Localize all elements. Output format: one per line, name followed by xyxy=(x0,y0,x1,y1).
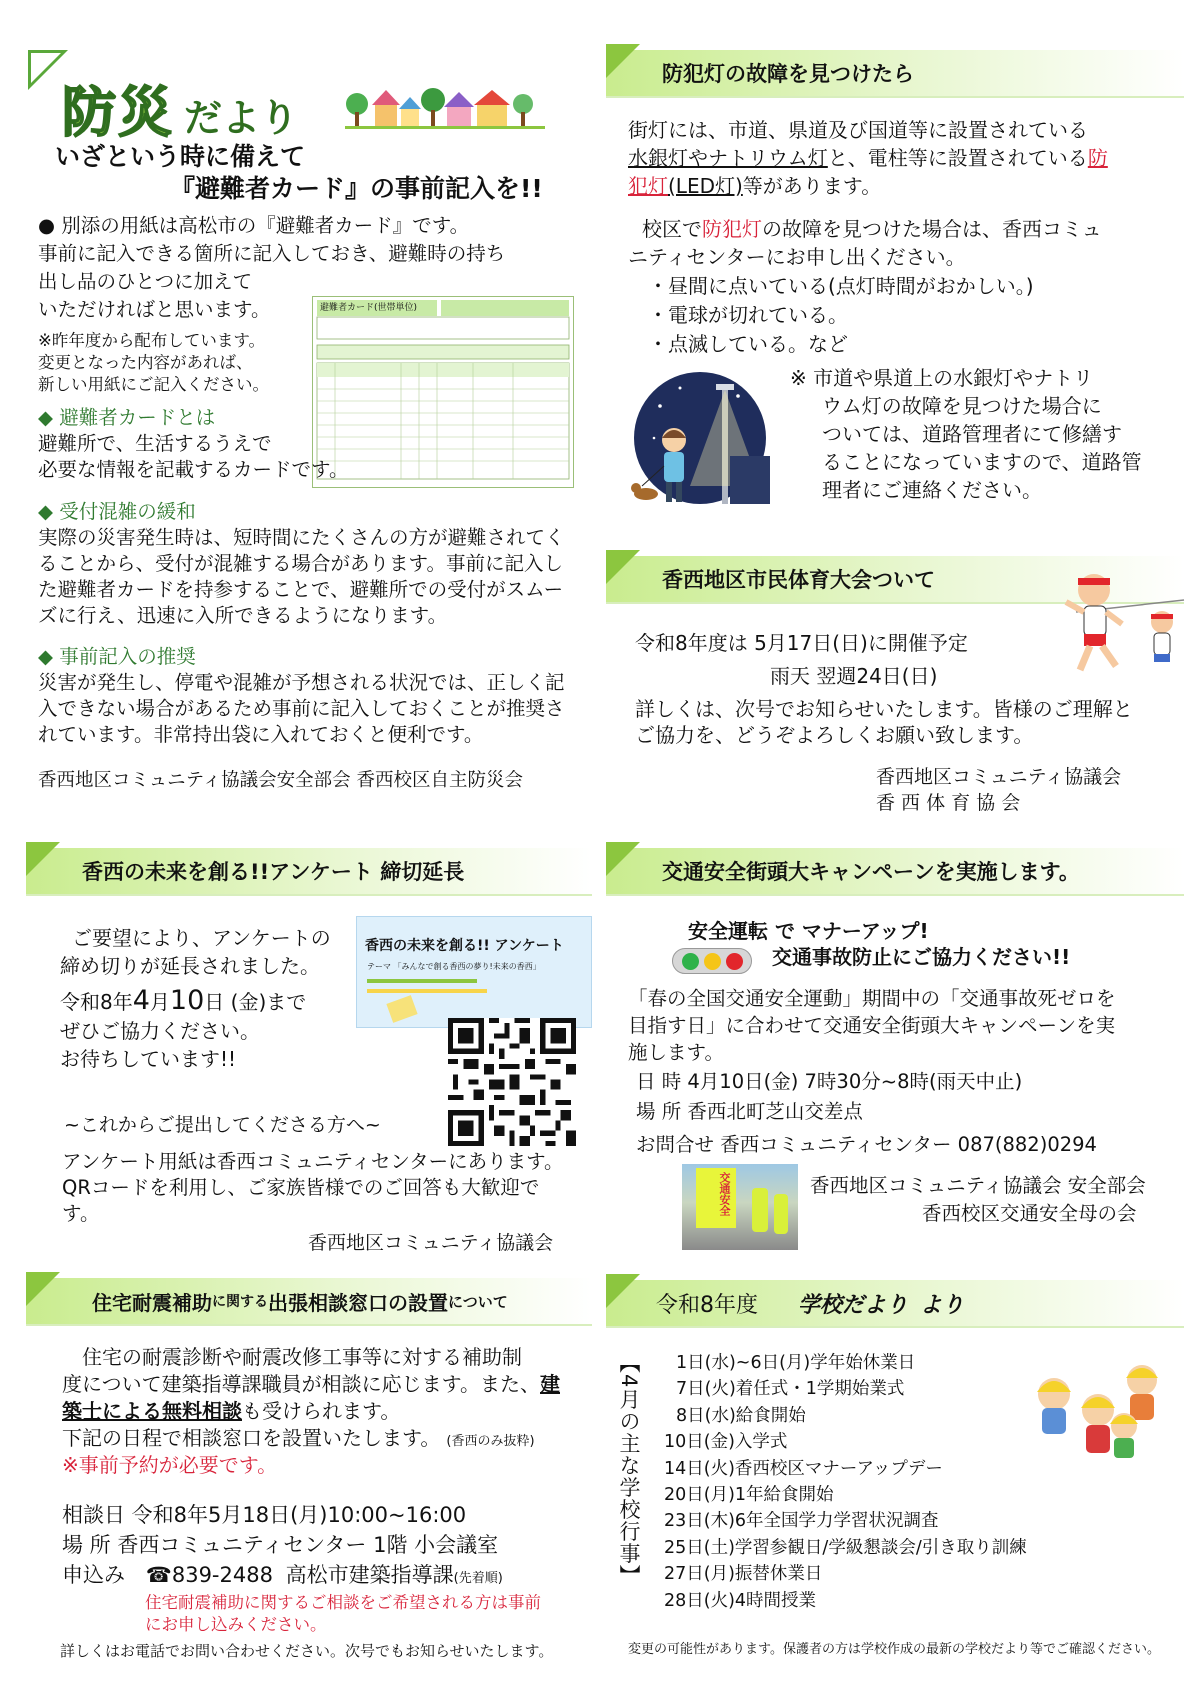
houses-illustration xyxy=(345,82,545,132)
signal-yellow xyxy=(704,953,721,970)
quake-line-1: 住宅の耐震診断や耐震改修工事等に対する補助制 xyxy=(82,1345,522,1369)
signal-green xyxy=(682,953,699,970)
sports-line-4: ご協力を、どうぞよろしくお願い致します。 xyxy=(635,723,1034,747)
streetlight-note-1: ※ 市道や県道上の水銀灯やナトリ xyxy=(790,366,1094,390)
sports-sign-1: 香西地区コミュニティ協議会 xyxy=(876,766,1122,788)
school-event: 1日(水)~6日(月)学年始休業日 xyxy=(676,1353,916,1373)
school-header-b: 学校だより xyxy=(798,1292,909,1318)
streetlight-p1-line3-rest: 等があります。 xyxy=(742,174,882,198)
school-header-a: 令和8年度 xyxy=(656,1292,758,1318)
survey-deadline-mid: 月 xyxy=(149,990,170,1014)
traffic-sign-1: 香西地区コミュニティ協議会 安全部会 xyxy=(810,1174,1146,1197)
traffic-date: 日 時 4月10日(金) 7時30分~8時(雨天中止) xyxy=(636,1070,1023,1093)
sports-sign-2: 香 西 体 育 協 会 xyxy=(876,792,1021,814)
traffic-header xyxy=(606,848,1184,894)
streetlight-note-2: ウム灯の故障を見つけた場合に xyxy=(822,394,1102,418)
traffic-p-line-2: 目指す日」に合わせて交通安全街頭大キャンペーンを実 xyxy=(628,1014,1116,1037)
header-underline xyxy=(606,1326,1184,1328)
runners-illustration xyxy=(1062,560,1190,678)
led-light-text: (LED灯) xyxy=(668,174,743,198)
header-underline xyxy=(606,96,1184,98)
sports-line-3: 詳しくは、次号でお知らせいたします。皆様のご理解と xyxy=(635,697,1133,721)
header-accent xyxy=(26,842,60,876)
streetlight-note-3: ついては、道路管理者にて修繕す xyxy=(822,422,1122,446)
traffic-sign-2: 香西校区交通安全母の会 xyxy=(922,1202,1137,1225)
quake-header-c: 出張相談窓口の設置 xyxy=(268,1290,448,1315)
intro-line-4: いただければと思います。 xyxy=(38,298,271,321)
crime-light-text-a: 防 xyxy=(1087,146,1108,170)
flyer-title: 香西の未来を創る!! アンケート xyxy=(365,938,564,954)
photo-person xyxy=(752,1188,768,1232)
survey-line-2: 締め切りが延長されました。 xyxy=(60,954,320,978)
quake-line-3-rest: も受けられます。 xyxy=(242,1399,401,1423)
newsletter-title xyxy=(62,70,298,147)
streetlight-header-title: 防犯灯の故障を見つけたら xyxy=(662,62,914,86)
quake-line-2 xyxy=(62,1371,560,1398)
school-event: 8日(水)給食開始 xyxy=(676,1405,806,1426)
school-note: 変更の可能性があります。保護者の方は学校作成の最新の学校だより等でご確認ください。 xyxy=(628,1642,1160,1657)
quake-red-note-1: 住宅耐震補助に関するご相談をご希望される方は事前 xyxy=(145,1593,541,1612)
night-streetlight-illustration xyxy=(630,366,778,518)
photo-banner-text: 交通安全 xyxy=(718,1172,731,1216)
school-event: 23日(木)6年全国学力学習状況調査 xyxy=(664,1511,939,1532)
survey-line-6: ~これからご提出してくださる方へ~ xyxy=(64,1114,381,1136)
school-event: 27日(月)振替休業日 xyxy=(664,1564,823,1585)
flyer-bar xyxy=(367,979,477,983)
header-underline xyxy=(26,894,592,896)
quake-reservation-required: ※事前予約が必要です。 xyxy=(62,1453,278,1477)
survey-line-1: ご要望により、アンケートの xyxy=(72,926,331,950)
traffic-campaign-photo xyxy=(682,1164,798,1250)
disaster-signature: 香西地区コミュニティ協議会安全部会 香西校区自主防災会 xyxy=(38,770,524,791)
header-underline xyxy=(26,1324,592,1326)
corner-mark-inner xyxy=(31,53,61,83)
quake-apply-dept: 高松市建築指導課 xyxy=(285,1563,454,1587)
note-line-2: 変更となった内容があれば、 xyxy=(38,353,253,372)
streetlight-note-4: ることになっていますので、道路管 xyxy=(822,450,1142,474)
streetlight-p1-line2-rest: と、電柱等に設置されている xyxy=(827,146,1088,170)
quake-phone[interactable]: ☎839-2488 xyxy=(145,1563,273,1587)
streetlight-note-5: 理者にご連絡ください。 xyxy=(822,478,1042,502)
quake-footer: 詳しくはお電話でお問い合わせください。次号でもお知らせいたします。 xyxy=(60,1642,554,1660)
photo-person xyxy=(774,1194,788,1234)
quake-apply xyxy=(62,1560,503,1594)
mercury-lamp-text: 水銀灯やナトリウム灯 xyxy=(628,146,828,170)
school-event: 14日(火)香西校区マナーアップデー xyxy=(664,1458,943,1479)
section-reception-line-4: ズに行え、迅速に入所できるようになります。 xyxy=(38,604,448,627)
streetlight-p2-rest: の故障を見つけた場合は、香西コミュ xyxy=(762,217,1102,241)
quake-red-note-2: にお申し込みください。 xyxy=(145,1615,327,1634)
traffic-slogan-1: 安全運転 で マナーアップ! xyxy=(688,919,929,943)
section-card-line-2: 必要な情報を記載するカードです。 xyxy=(38,458,349,481)
header-accent xyxy=(606,550,640,584)
flyer-theme: テーマ 「みんなで創る香西の夢り!未来の香西」 xyxy=(367,962,541,971)
survey-qr-code[interactable] xyxy=(448,1018,576,1146)
section-reception-title: ◆ 受付混雑の緩和 xyxy=(38,500,196,523)
survey-header-title: 香西の未来を創る!!アンケート 締切延長 xyxy=(82,860,465,884)
quake-line-4 xyxy=(62,1425,535,1455)
note-line-3: 新しい用紙にご記入ください。 xyxy=(38,375,269,394)
streetlight-p1-line3 xyxy=(628,173,881,200)
section-advance-line-2: 入できない場合があるため事前に記入しておくことが推奨さ xyxy=(38,697,565,720)
traffic-p-line-1: 「春の全国交通安全運動」期間中の「交通事故死ゼロを xyxy=(628,987,1116,1010)
title-small: だより xyxy=(184,96,299,140)
quake-place: 場 所 香西コミュニティセンター 1階 小会議室 xyxy=(62,1533,499,1557)
streetlight-bullet-3: ・点滅している。など xyxy=(648,332,848,356)
survey-line-7: アンケート用紙は香西コミュニティセンターにあります。 xyxy=(62,1150,564,1173)
quake-line-4-small: (香西のみ抜粋) xyxy=(446,1434,535,1449)
quake-architect-a: 建 xyxy=(540,1372,560,1396)
header-underline xyxy=(606,894,1184,896)
section-advance-line-3: れています。非常持出袋に入れておくと便利です。 xyxy=(38,723,484,746)
sports-line-2: 雨天 翌週24日(日) xyxy=(770,664,938,688)
traffic-slogan-2: 交通事故防止にご協力ください!! xyxy=(772,945,1071,969)
traffic-contact: お問合せ 香西コミュニティセンター 087(882)0294 xyxy=(636,1133,1097,1156)
streetlight-header xyxy=(606,50,1184,96)
headline-2: 『避難者カード』の事前記入を!! xyxy=(170,174,543,203)
traffic-signal-icon xyxy=(672,948,752,974)
quake-line-3 xyxy=(62,1398,400,1425)
section-advance-line-1: 災害が発生し、停電や混雑が予想される状況では、正しく記 xyxy=(38,671,565,694)
traffic-p-line-3: 施します。 xyxy=(628,1041,724,1064)
streetlight-p1-line2 xyxy=(628,145,1108,172)
section-reception-line-3: た避難者カードを持参することで、避難所での受付がスムー xyxy=(38,578,564,601)
streetlight-p2-line2: ニティセンターにお申し出ください。 xyxy=(628,245,966,269)
header-accent xyxy=(26,1272,60,1306)
section-reception-line-1: 実際の災害発生時は、短時間にたくさんの方が避難されてく xyxy=(38,526,565,549)
survey-deadline-pre: 令和8年 xyxy=(60,990,133,1014)
traffic-header-title: 交通安全街頭大キャンペーンを実施します。 xyxy=(662,860,1080,884)
quake-free-consult: 築士による無料相談 xyxy=(62,1399,242,1423)
intro-line-1: ● 別添の用紙は高松市の『避難者カード』です。 xyxy=(38,214,470,237)
survey-header xyxy=(26,848,592,894)
section-advance-title: ◆ 事前記入の推奨 xyxy=(38,645,196,668)
school-event: 20日(月)1年給食開始 xyxy=(664,1485,834,1505)
school-side-label: 【4月の主な学校行事】 xyxy=(617,1352,641,1587)
intro-line-2: 事前に記入できる箇所に記入しておき、避難時の持ち xyxy=(38,242,506,265)
survey-flyer-image xyxy=(356,916,592,1028)
header-accent xyxy=(606,1274,640,1308)
header-accent xyxy=(606,842,640,876)
sports-header-title: 香西地区市民体育大会ついて xyxy=(662,568,935,592)
title-big: 防災 xyxy=(62,81,174,144)
header-accent xyxy=(606,44,640,78)
quake-apply-label: 申込み xyxy=(62,1563,125,1587)
survey-signature: 香西地区コミュニティ協議会 xyxy=(308,1232,554,1254)
survey-line-4: ぜひご協力ください。 xyxy=(60,1019,260,1043)
pencil-icon xyxy=(383,991,423,1025)
quake-line-2-text: 度について建築指導課職員が相談に応じます。また、 xyxy=(62,1372,540,1396)
section-card-line-1: 避難所で、生活するうえで xyxy=(38,432,272,455)
crime-light-text-b: 犯灯 xyxy=(628,174,668,198)
survey-line-9: す。 xyxy=(62,1202,100,1225)
traffic-place: 場 所 香西北町芝山交差点 xyxy=(636,1100,863,1123)
school-header-c: より xyxy=(920,1292,965,1318)
quake-header-a: 住宅耐震補助 xyxy=(92,1290,212,1315)
survey-deadline-day: 10 xyxy=(169,985,205,1016)
survey-deadline-rest: 日 (金)まで xyxy=(204,990,307,1014)
card-form-label: 避難者カード(世帯単位) xyxy=(317,300,437,316)
school-event: 25日(土)学習参観日/学級懇談会/引き取り訓練 xyxy=(664,1537,1027,1558)
survey-line-8: QRコードを利用し、ご家族皆様でのご回答も大歓迎で xyxy=(62,1176,540,1199)
survey-line-5: お待ちしています!! xyxy=(60,1047,237,1071)
school-children-illustration xyxy=(1024,1350,1174,1460)
streetlight-p2-line1 xyxy=(642,216,1102,243)
streetlight-p1-line1: 街灯には、市道、県道及び国道等に設置されている xyxy=(628,118,1088,142)
section-card-title: ◆ 避難者カードとは xyxy=(38,406,216,429)
signal-red xyxy=(726,953,743,970)
sports-line-1: 令和8年度は 5月17日(日)に開催予定 xyxy=(635,631,968,655)
streetlight-bullet-2: ・電球が切れている。 xyxy=(648,303,848,327)
school-event: 28日(火)4時間授業 xyxy=(664,1590,817,1611)
survey-line-3 xyxy=(60,985,306,1018)
school-event: 10日(金)入学式 xyxy=(664,1432,788,1453)
school-event: 7日(火)着任式・1学期始業式 xyxy=(676,1379,905,1400)
survey-deadline-month: 4 xyxy=(132,985,150,1016)
quake-header-b: に関する xyxy=(212,1294,268,1310)
quake-apply-small: (先着順) xyxy=(453,1571,503,1586)
section-reception-line-2: ることから、受付が混雑する場合があります。事前に記入し xyxy=(38,552,563,575)
crime-light-text-c: 防犯灯 xyxy=(702,217,762,241)
quake-header xyxy=(26,1278,592,1324)
quake-line-4-text: 下記の日程で相談窓口を設置いたします。 xyxy=(62,1426,441,1450)
headline-1: いざという時に備えて xyxy=(55,142,306,171)
streetlight-bullet-1: ・昼間に点いている(点灯時間がおかしい。) xyxy=(648,274,1034,298)
quake-date: 相談日 令和8年5月18日(月)10:00~16:00 xyxy=(62,1503,467,1527)
intro-line-3: 出し品のひとつに加えて xyxy=(38,270,253,293)
note-line-1: ※昨年度から配布しています。 xyxy=(38,331,266,350)
evacuee-card-image xyxy=(312,296,574,488)
streetlight-p2-pre: 校区で xyxy=(642,217,702,241)
quake-header-d: について xyxy=(448,1292,508,1311)
school-header xyxy=(606,1280,1184,1326)
